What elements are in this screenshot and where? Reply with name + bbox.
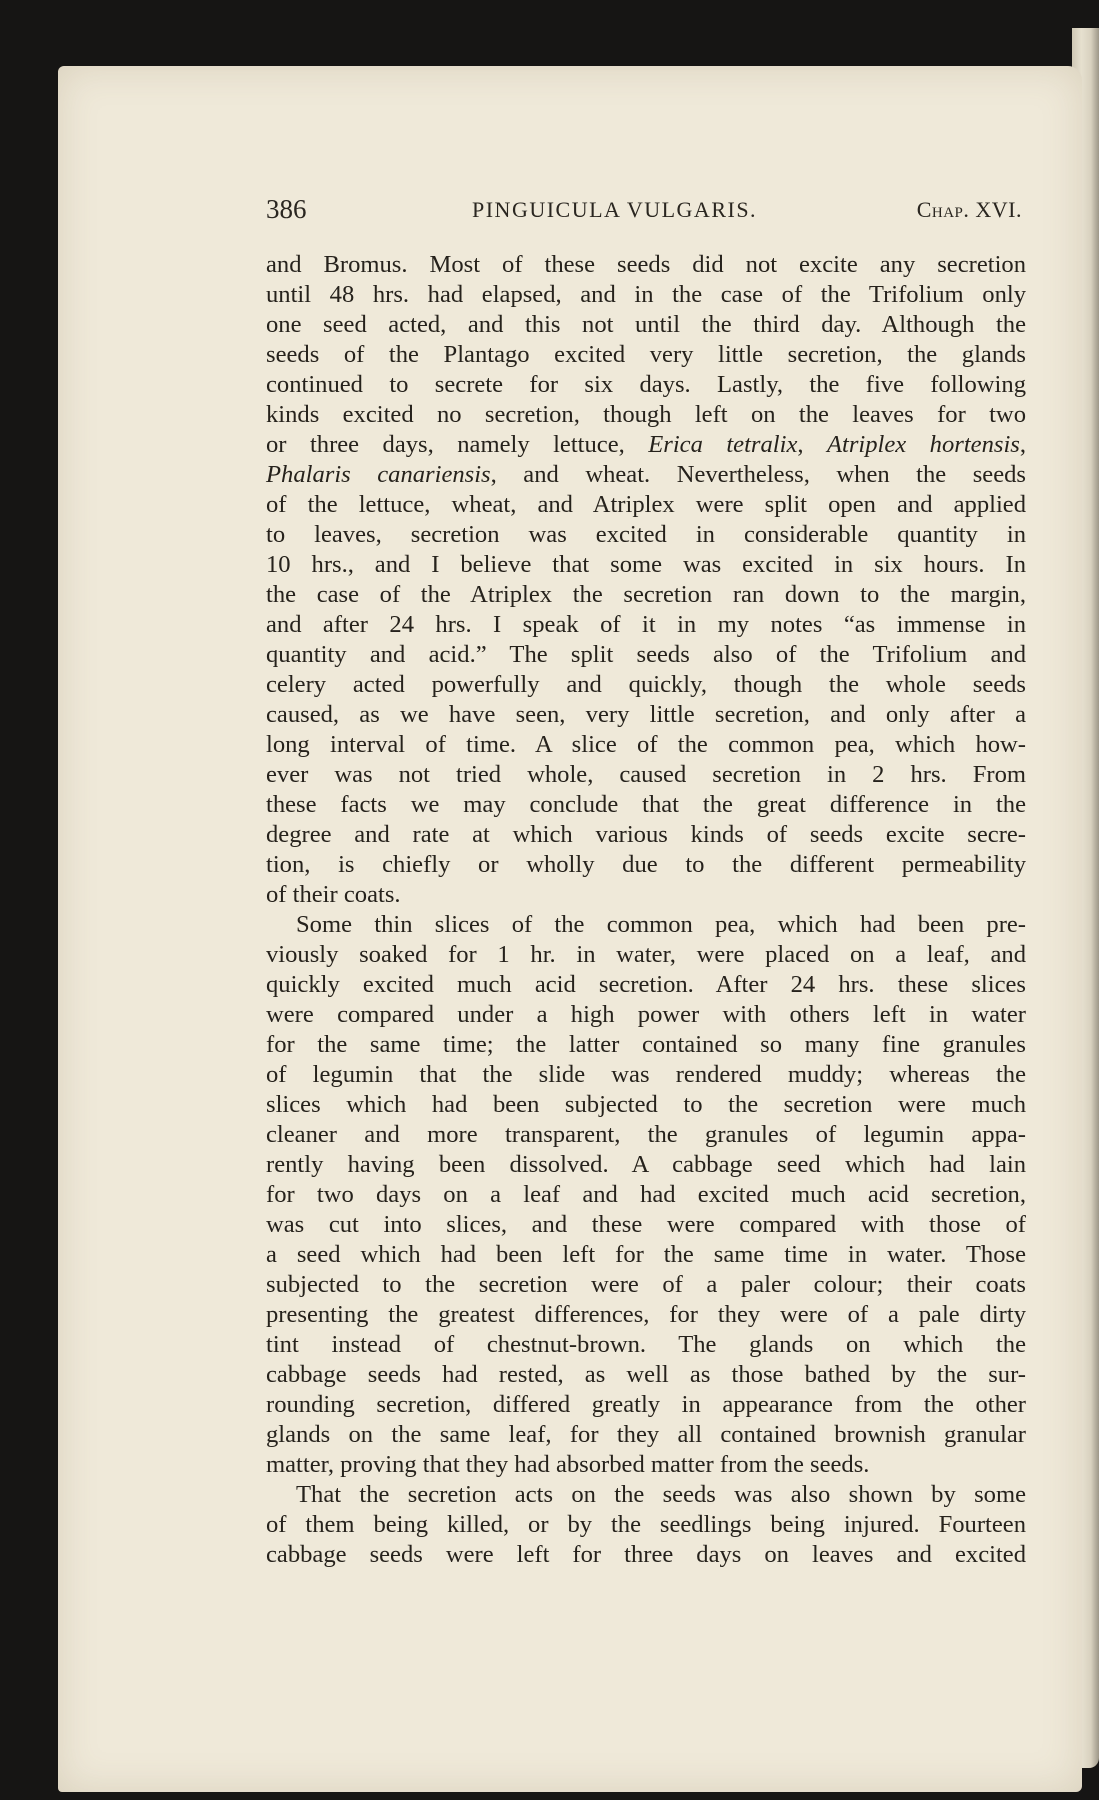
text-line: rently having been dissolved. A cabbage seed which had lain <box>266 1151 1026 1178</box>
text-line: caused, as we have seen, very little secretion, and only after a <box>266 701 1026 728</box>
text-line: was cut into slices, and these were compared with those of <box>266 1211 1026 1238</box>
text-line: Some thin slices of the common pea, which had been pre- <box>296 911 1026 938</box>
text-line: 10 hrs., and I believe that some was excited in six hours. In <box>266 551 1026 578</box>
text-line: these facts we may conclude that the great difference in the <box>266 791 1026 818</box>
text-line: quantity and acid.” The split seeds also of the Trifolium and <box>266 641 1026 668</box>
text-line: cabbage seeds had rested, as well as those bathed by the sur- <box>266 1361 1026 1388</box>
paragraph <box>266 910 1026 1480</box>
text-line: subjected to the secretion were of a paler colour; their coats <box>266 1271 1026 1298</box>
text-line: to leaves, secretion was excited in considerable quantity in <box>266 521 1026 548</box>
text-line: until 48 hrs. had elapsed, and in the case of the Trifolium only <box>266 281 1026 308</box>
text-line: ever was not tried whole, caused secretion in 2 hrs. From <box>266 761 1026 788</box>
text-line: matter, proving that they had absorbed matter from the seeds. <box>266 1451 870 1478</box>
text-line: of their coats. <box>266 881 401 908</box>
text-line: viously soaked for 1 hr. in water, were placed on a leaf, and <box>266 941 1026 968</box>
text-line: cabbage seeds were left for three days on leaves and excited <box>266 1541 1026 1568</box>
text-line: long interval of time. A slice of the common pea, which how- <box>266 731 1026 758</box>
text-line: cleaner and more transparent, the granules of legumin appa- <box>266 1121 1026 1148</box>
text-line: rounding secretion, differed greatly in appearance from the other <box>266 1391 1026 1418</box>
text-line: the case of the Atriplex the secretion ran down to the margin, <box>266 581 1026 608</box>
text-line: tint instead of chestnut-brown. The glands on which the <box>266 1331 1026 1358</box>
text-line: a seed which had been left for the same time in water. Those <box>266 1241 1026 1268</box>
text-line: of them being killed, or by the seedlings being injured. Fourteen <box>266 1511 1026 1538</box>
text-line: for two days on a leaf and had excited much acid secretion, <box>266 1181 1026 1208</box>
text-line: kinds excited no secretion, though left on the leaves for two <box>266 401 1026 428</box>
text-line: and after 24 hrs. I speak of it in my notes “as immense in <box>266 611 1026 638</box>
page-number: 386 <box>266 194 307 224</box>
text-line: were compared under a high power with others left in water <box>266 1001 1026 1028</box>
text-line: degree and rate at which various kinds of seeds excite secre- <box>266 821 1026 848</box>
text-line: slices which had been subjected to the secretion were much <box>266 1091 1026 1118</box>
text-line: and Bromus. Most of these seeds did not excite any secretion <box>266 251 1026 278</box>
text-line: of legumin that the slide was rendered muddy; whereas the <box>266 1061 1026 1088</box>
text-line: glands on the same leaf, for they all contained brownish granular <box>266 1421 1026 1448</box>
text-line: That the secretion acts on the seeds was also shown by some <box>296 1481 1026 1508</box>
text-line: Phalaris canariensis, and wheat. Nevertheless, when the seeds <box>266 461 1026 488</box>
running-header <box>266 194 1026 230</box>
text-line: for the same time; the latter contained so many fine granules <box>266 1031 1026 1058</box>
chapter-label: Chap. XVI. <box>916 197 1022 222</box>
text-line: or three days, namely lettuce, Erica tetralix, Atriplex hortensis, <box>266 431 1027 458</box>
body-text <box>266 250 1026 1570</box>
text-line: quickly excited much acid secretion. After 24 hrs. these slices <box>266 971 1026 998</box>
text-line: seeds of the Plantago excited very little secretion, the glands <box>266 341 1026 368</box>
paragraph <box>266 1480 1026 1570</box>
text-line: celery acted powerfully and quickly, though the whole seeds <box>266 671 1026 698</box>
paragraph <box>266 250 1026 910</box>
text-line: of the lettuce, wheat, and Atriplex were split open and applied <box>266 491 1026 518</box>
running-title: PINGUICULA VULGARIS. <box>472 197 758 222</box>
text-line: tion, is chiefly or wholly due to the different permeability <box>266 851 1026 878</box>
text-line: one seed acted, and this not until the third day. Although the <box>266 311 1026 338</box>
text-line: presenting the greatest differences, for they were of a pale dirty <box>266 1301 1026 1328</box>
text-line: continued to secrete for six days. Lastly, the five following <box>266 371 1026 398</box>
